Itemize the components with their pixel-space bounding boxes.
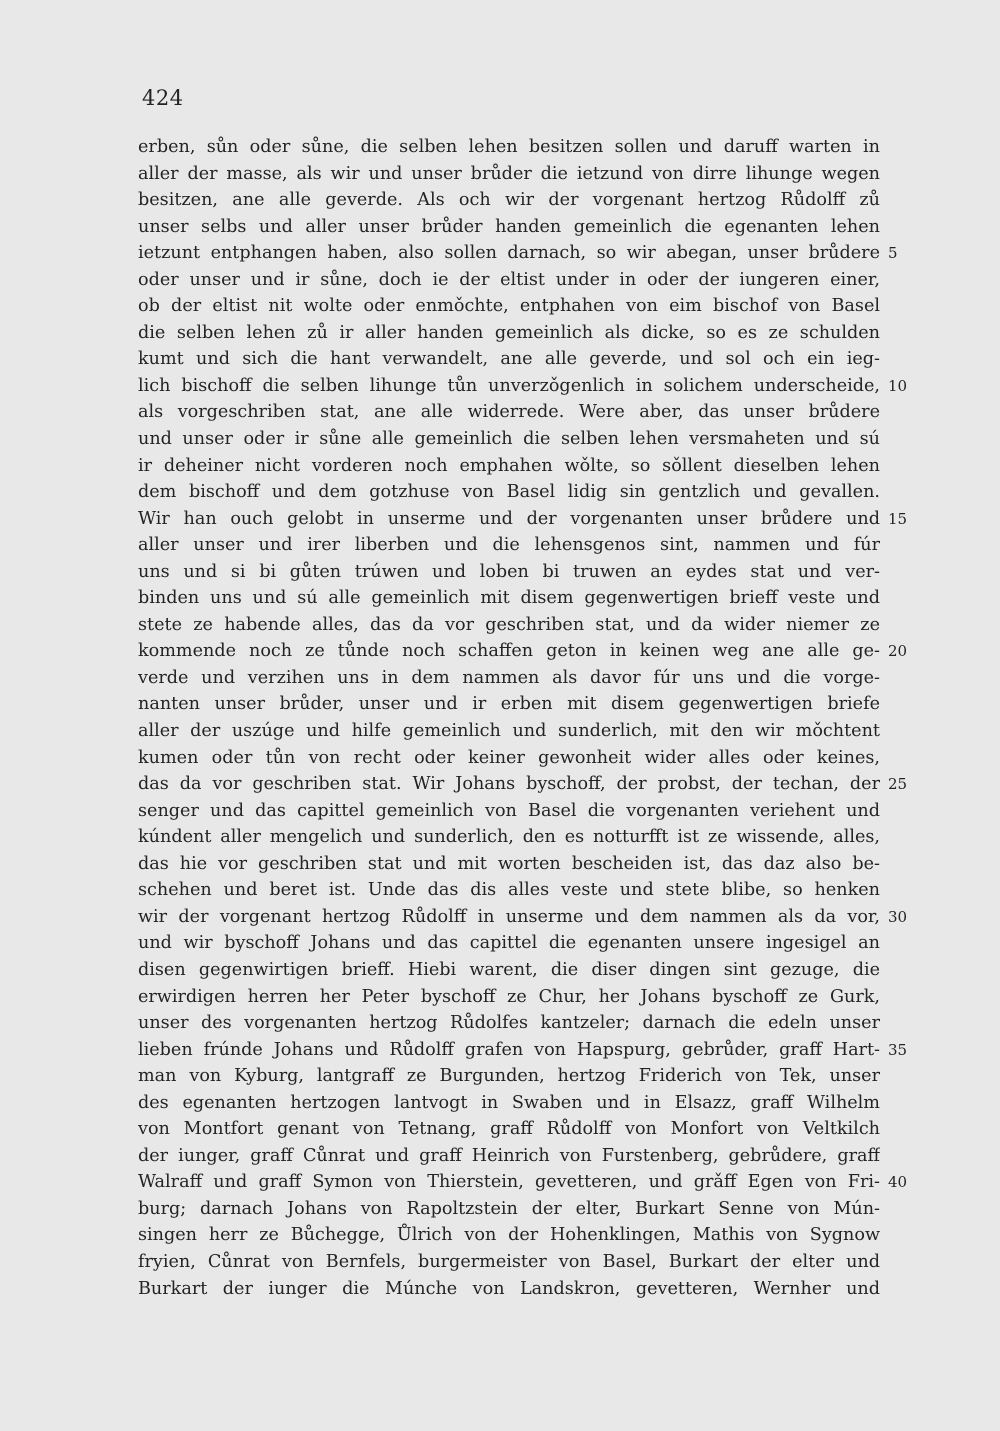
text-line [138,930,880,957]
text-line [138,771,908,798]
line-text: unser des vorgenanten hertzog Růdolfes kantzeler; darnach die edeln unser [138,1013,880,1034]
text-line [138,479,880,506]
line-text: das hie vor geschriben stat und mit worten bescheiden ist, das daz also be- [138,853,880,874]
line-text: oder unser und ir sůne, doch ie der eltist under in oder der iungeren einer, [138,269,880,290]
text-line [138,320,880,347]
line-text: Burkart der iunger die Múnche von Landskron, gevetteren, Wernher und [138,1278,880,1299]
text-line [138,161,880,188]
text-line [138,1116,880,1143]
text-line [138,612,880,639]
body-text [138,134,908,1302]
text-line [138,240,898,267]
text-line [138,1143,880,1170]
line-text: uns und si bi gůten trúwen und loben bi truwen an eydes stat und ver- [138,561,880,582]
line-text: schehen und beret ist. Unde das dis alles veste und stete blibe, so henken [138,880,880,901]
line-text: des egenanten hertzogen lantvogt in Swaben und in Elsazz, graff Wilhelm [138,1092,880,1113]
line-text: binden uns und sú alle gemeinlich mit disem gegenwertigen brieff veste und [138,588,880,609]
line-text: disen gegenwirtigen brieff. Hiebi warent, die diser dingen sint gezuge, die [138,959,880,980]
text-line [138,453,880,480]
line-text: ietzunt entphangen haben, also sollen darnach, so wir abegan, unser brůdere [138,243,880,264]
text-line [138,134,880,161]
line-number: 40 [888,1173,908,1192]
text-line [138,638,908,665]
page-number: 424 [142,86,184,110]
text-line [138,1169,908,1196]
line-text: und unser oder ir sůne alle gemeinlich die selben lehen versmaheten und sú [138,429,880,450]
text-line [138,559,880,586]
text-line [138,267,880,294]
line-number: 20 [888,642,908,661]
text-line [138,532,880,559]
text-line [138,1249,880,1276]
text-line [138,1010,880,1037]
line-text: das da vor geschriben stat. Wir Johans byschoff, der probst, der techan, der [138,774,880,795]
line-text: die selben lehen zů ir aller handen gemeinlich als dicke, so es ze schulden [138,322,880,343]
text-line [138,426,880,453]
line-text: lieben frúnde Johans und Růdolff grafen von Hapspurg, gebrůder, graff Hart- [138,1039,880,1060]
line-number: 30 [888,907,908,926]
line-text: und wir byschoff Johans und das capittel die egenanten unsere ingesigel an [138,933,880,954]
line-number: 25 [888,775,908,794]
line-text: wir der vorgenant hertzog Růdolff in unserme und dem nammen als da vor, [138,906,880,927]
text-line [138,1222,880,1249]
line-text: nanten unser brůder, unser und ir erben mit disem gegenwertigen briefe [138,694,880,715]
line-text: von Montfort genant von Tetnang, graff Růdolff von Monfort von Veltkilch [138,1119,880,1140]
text-line [138,585,880,612]
line-text: man von Kyburg, lantgraff ze Burgunden, hertzog Friderich von Tek, unser [138,1066,880,1087]
line-number: 35 [888,1040,908,1059]
line-text: unser selbs und aller unser brůder handen gemeinlich die egenanten lehen [138,216,880,237]
text-line [138,1090,880,1117]
line-text: als vorgeschriben stat, ane alle widerrede. Were aber, das unser brůdere [138,402,880,423]
text-line [138,851,880,878]
line-text: kommende noch ze tůnde noch schaffen geton in keinen weg ane alle ge- [138,641,880,662]
text-line [138,346,880,373]
line-text: aller unser und irer liberben und die lehensgenos sint, nammen und fúr [138,535,880,556]
line-number: 10 [888,376,908,395]
text-line [138,984,880,1011]
text-line [138,399,880,426]
line-text: kúndent aller mengelich und sunderlich, den es notturfft ist ze wissende, alles, [138,827,880,848]
line-text: besitzen, ane alle geverde. Als och wir der vorgenant hertzog Růdolff zů [138,190,880,211]
text-line [138,718,880,745]
text-line [138,1037,908,1064]
line-text: kumt und sich die hant verwandelt, ane alle geverde, und sol och ein ieg- [138,349,880,370]
line-text: kumen oder tůn von recht oder keiner gewonheit wider alles oder keines, [138,747,880,768]
line-text: burg; darnach Johans von Rapoltzstein der elter, Burkart Senne von Mún- [138,1198,880,1219]
line-text: singen herr ze Bůchegge, Ůlrich von der Hohenklingen, Mathis von Sygnow [138,1225,880,1246]
line-text: verde und verzihen uns in dem nammen als davor fúr uns und die vorge- [138,667,880,688]
text-line [138,1196,880,1223]
line-text: erben, sůn oder sůne, die selben lehen besitzen sollen und daruff warten in [138,137,880,157]
line-text: ir deheiner nicht vorderen noch emphahen wǒlte, so sǒllent dieselben lehen [138,455,880,476]
line-text: dem bischoff und dem gotzhuse von Basel lidig sin gentzlich und gevallen. [138,482,880,503]
text-line [138,745,880,772]
text-line [138,187,880,214]
text-line [138,824,880,851]
line-text: ob der eltist nit wolte oder enmǒchte, entphahen von eim bischof von Basel [138,296,880,317]
text-line [138,373,908,400]
text-line [138,691,880,718]
text-line [138,214,880,241]
line-text: erwirdigen herren her Peter byschoff ze Chur, her Johans byschoff ze Gurk, [138,986,880,1007]
line-text: Wir han ouch gelobt in unserme und der vorgenanten unser brůdere und [138,508,880,529]
line-text: aller der masse, als wir und unser brůder die ietzund von dirre lihunge wegen [138,163,880,184]
line-text: lich bischoff die selben lihunge tůn unverzǒgenlich in solichem underscheide, [138,375,880,396]
line-number: 15 [888,509,908,528]
line-text: aller der uszúge und hilfe gemeinlich und sunderlich, mit den wir mǒchtent [138,721,880,742]
line-text: fryien, Cůnrat von Bernfels, burgermeister von Basel, Burkart der elter und [138,1251,880,1272]
text-line [138,877,880,904]
text-line [138,506,908,533]
text-line [138,1276,880,1303]
text-line [138,798,880,825]
line-text: senger und das capittel gemeinlich von Basel die vorgenanten veriehent und [138,800,880,821]
text-line [138,957,880,984]
text-line [138,904,908,931]
text-line [138,293,880,320]
text-line [138,665,880,692]
line-text: stete ze habende alles, das da vor geschriben stat, und da wider niemer ze [138,614,880,635]
line-text: Walraff und graff Symon von Thierstein, gevetteren, und grǎff Egen von Fri- [138,1172,880,1193]
line-text: der iunger, graff Cůnrat und graff Heinrich von Furstenberg, gebrůdere, graff [138,1145,880,1166]
line-number: 5 [888,244,898,263]
text-line [138,1063,880,1090]
